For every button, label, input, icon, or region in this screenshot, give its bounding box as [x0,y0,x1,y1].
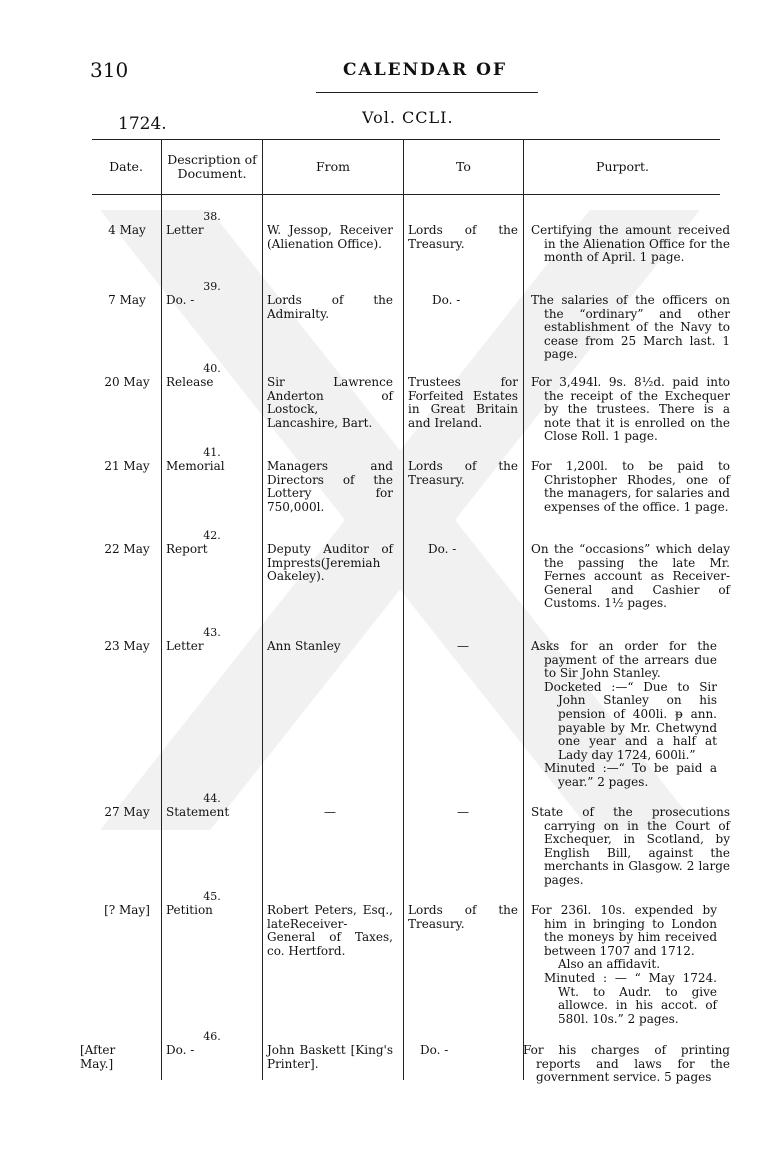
entry-description: Statement [166,805,230,819]
entry-from: W. Jessop, Receiver (Alienation Office). [267,223,393,251]
entry-from: Managers and Directors of the Lottery for 750,000l. [267,459,393,514]
entry-from: Lords of the Admiralty. [267,293,393,321]
column-divider [262,140,263,1080]
entry-number: 42. [203,529,221,542]
year-label: 1724. [118,114,167,134]
entry-purport: Asks for an order for the payment of the arrears due to Sir John Stanley. [531,639,717,681]
entry-description: Report [166,542,208,556]
entry-purport: For his charges of printing reports and laws for the government service. 5 pages [523,1043,730,1085]
column-header-date: Date. [109,159,143,174]
entry-number: 43. [203,626,221,639]
entry-number: 38. [203,210,221,223]
entry-also-note: Also an affidavit. [558,957,661,972]
entry-description: Letter [166,639,204,653]
entry-from: — [324,805,336,819]
entry-from: John Baskett [King's Printer]. [267,1043,393,1071]
entry-date: 21 May [104,459,150,473]
entry-date: [? May] [104,903,150,917]
entry-description: Memorial [166,459,225,473]
entry-purport: For 3,494l. 9s. 8½d. paid into the receipt of the Exchequer by the trustees. There is a note that it is enrolled on the Close Roll. 1 page. [531,375,730,444]
running-head: CALENDAR OF [343,60,508,80]
entry-purport: For 236l. 10s. expended by him in bringing to London the moneys by him received between 1707 and 1712. [531,903,717,958]
entry-number: 40. [203,362,221,375]
column-header-description: Description of Document. [167,152,257,181]
entry-number: 41. [203,446,221,459]
entry-purport: The salaries of the officers on the “ordinary” and other establishment of the Navy to cease from 25 March last. 1 page. [531,293,730,362]
entry-to: Do. - [428,542,457,556]
entry-from: Sir Lawrence Anderton of Lostock, Lancashire, Bart. [267,375,393,430]
entry-description: Do. - [166,1043,195,1057]
entry-purport: On the “occasions” which delay the passing the late Mr. Fernes account as Receiver-General and Cashier of Customs. 1½ pages. [531,542,730,611]
entry-number: 45. [203,890,221,903]
entry-docketed-note: Docketed :—“ Due to Sir John Stanley on his pension of 400li. ᵽ ann. payable by Mr. Chetwynd one year and a half at Lady day 1724, 600li.” [544,679,717,762]
entry-purport-block [531,640,717,790]
entry-description: Petition [166,903,213,917]
entry-number: 39. [203,280,221,293]
column-header-purport: Purport. [596,159,649,174]
entry-date: 22 May [104,542,150,556]
entry-minuted-note: Minuted :—“ To be paid a year.” 2 pages. [544,761,717,789]
entry-date: 23 May [104,639,150,653]
entry-purport-block [531,904,717,1026]
table-header-rule [92,194,720,195]
entry-to: Lords of the Treasury. [408,903,518,931]
column-divider [523,140,524,1080]
entry-to: Do. - [432,293,461,307]
entry-purport: State of the prosecutions carrying on in the Court of Exchequer, in Scotland, by English Bill, against the merchants in Glasgow. 2 large pages. [531,805,730,887]
entry-purport: Certifying the amount received in the Alienation Office for the month of April. 1 page. [531,223,730,265]
entry-number: 46. [203,1030,221,1043]
entry-description: Letter [166,223,204,237]
entry-to: Do. - [420,1043,449,1057]
entry-description: Release [166,375,214,389]
entry-date: 20 May [104,375,150,389]
header-rule [316,92,538,93]
entry-to: Lords of the Treasury. [408,459,518,487]
entry-date: 27 May [104,805,150,819]
column-header-from: From [315,159,351,174]
column-divider [403,140,404,1080]
page-number: 310 [90,58,129,82]
volume-label: Vol. CCLI. [362,108,454,127]
entry-to: — [457,805,469,819]
entry-description: Do. - [166,293,195,307]
entry-from: Ann Stanley [267,639,341,653]
entry-to: — [457,639,469,653]
entry-number: 44. [203,792,221,805]
entry-from: Robert Peters, Esq., lateReceiver-General of Taxes, co. Hertford. [267,903,393,958]
entry-to: Trustees for Forfeited Estates in Great Britain and Ireland. [408,375,518,430]
entry-to: Lords of the Treasury. [408,223,518,251]
entry-date: 7 May [108,293,146,307]
entry-minuted-note: Minuted : — “ May 1724. Wt. to Audr. to give allowce. in his accot. of 580l. 10s.” 2 pages. [544,970,717,1026]
entry-date: [After May.] [80,1043,116,1071]
entry-date: 4 May [108,223,146,237]
column-header-to: To [456,159,471,174]
entry-from: Deputy Auditor of Imprests(Jeremiah Oakeley). [267,542,393,584]
entry-purport: For 1,200l. to be paid to Christopher Rhodes, one of the managers, for salaries and expenses of the office. 1 page. [531,459,730,514]
